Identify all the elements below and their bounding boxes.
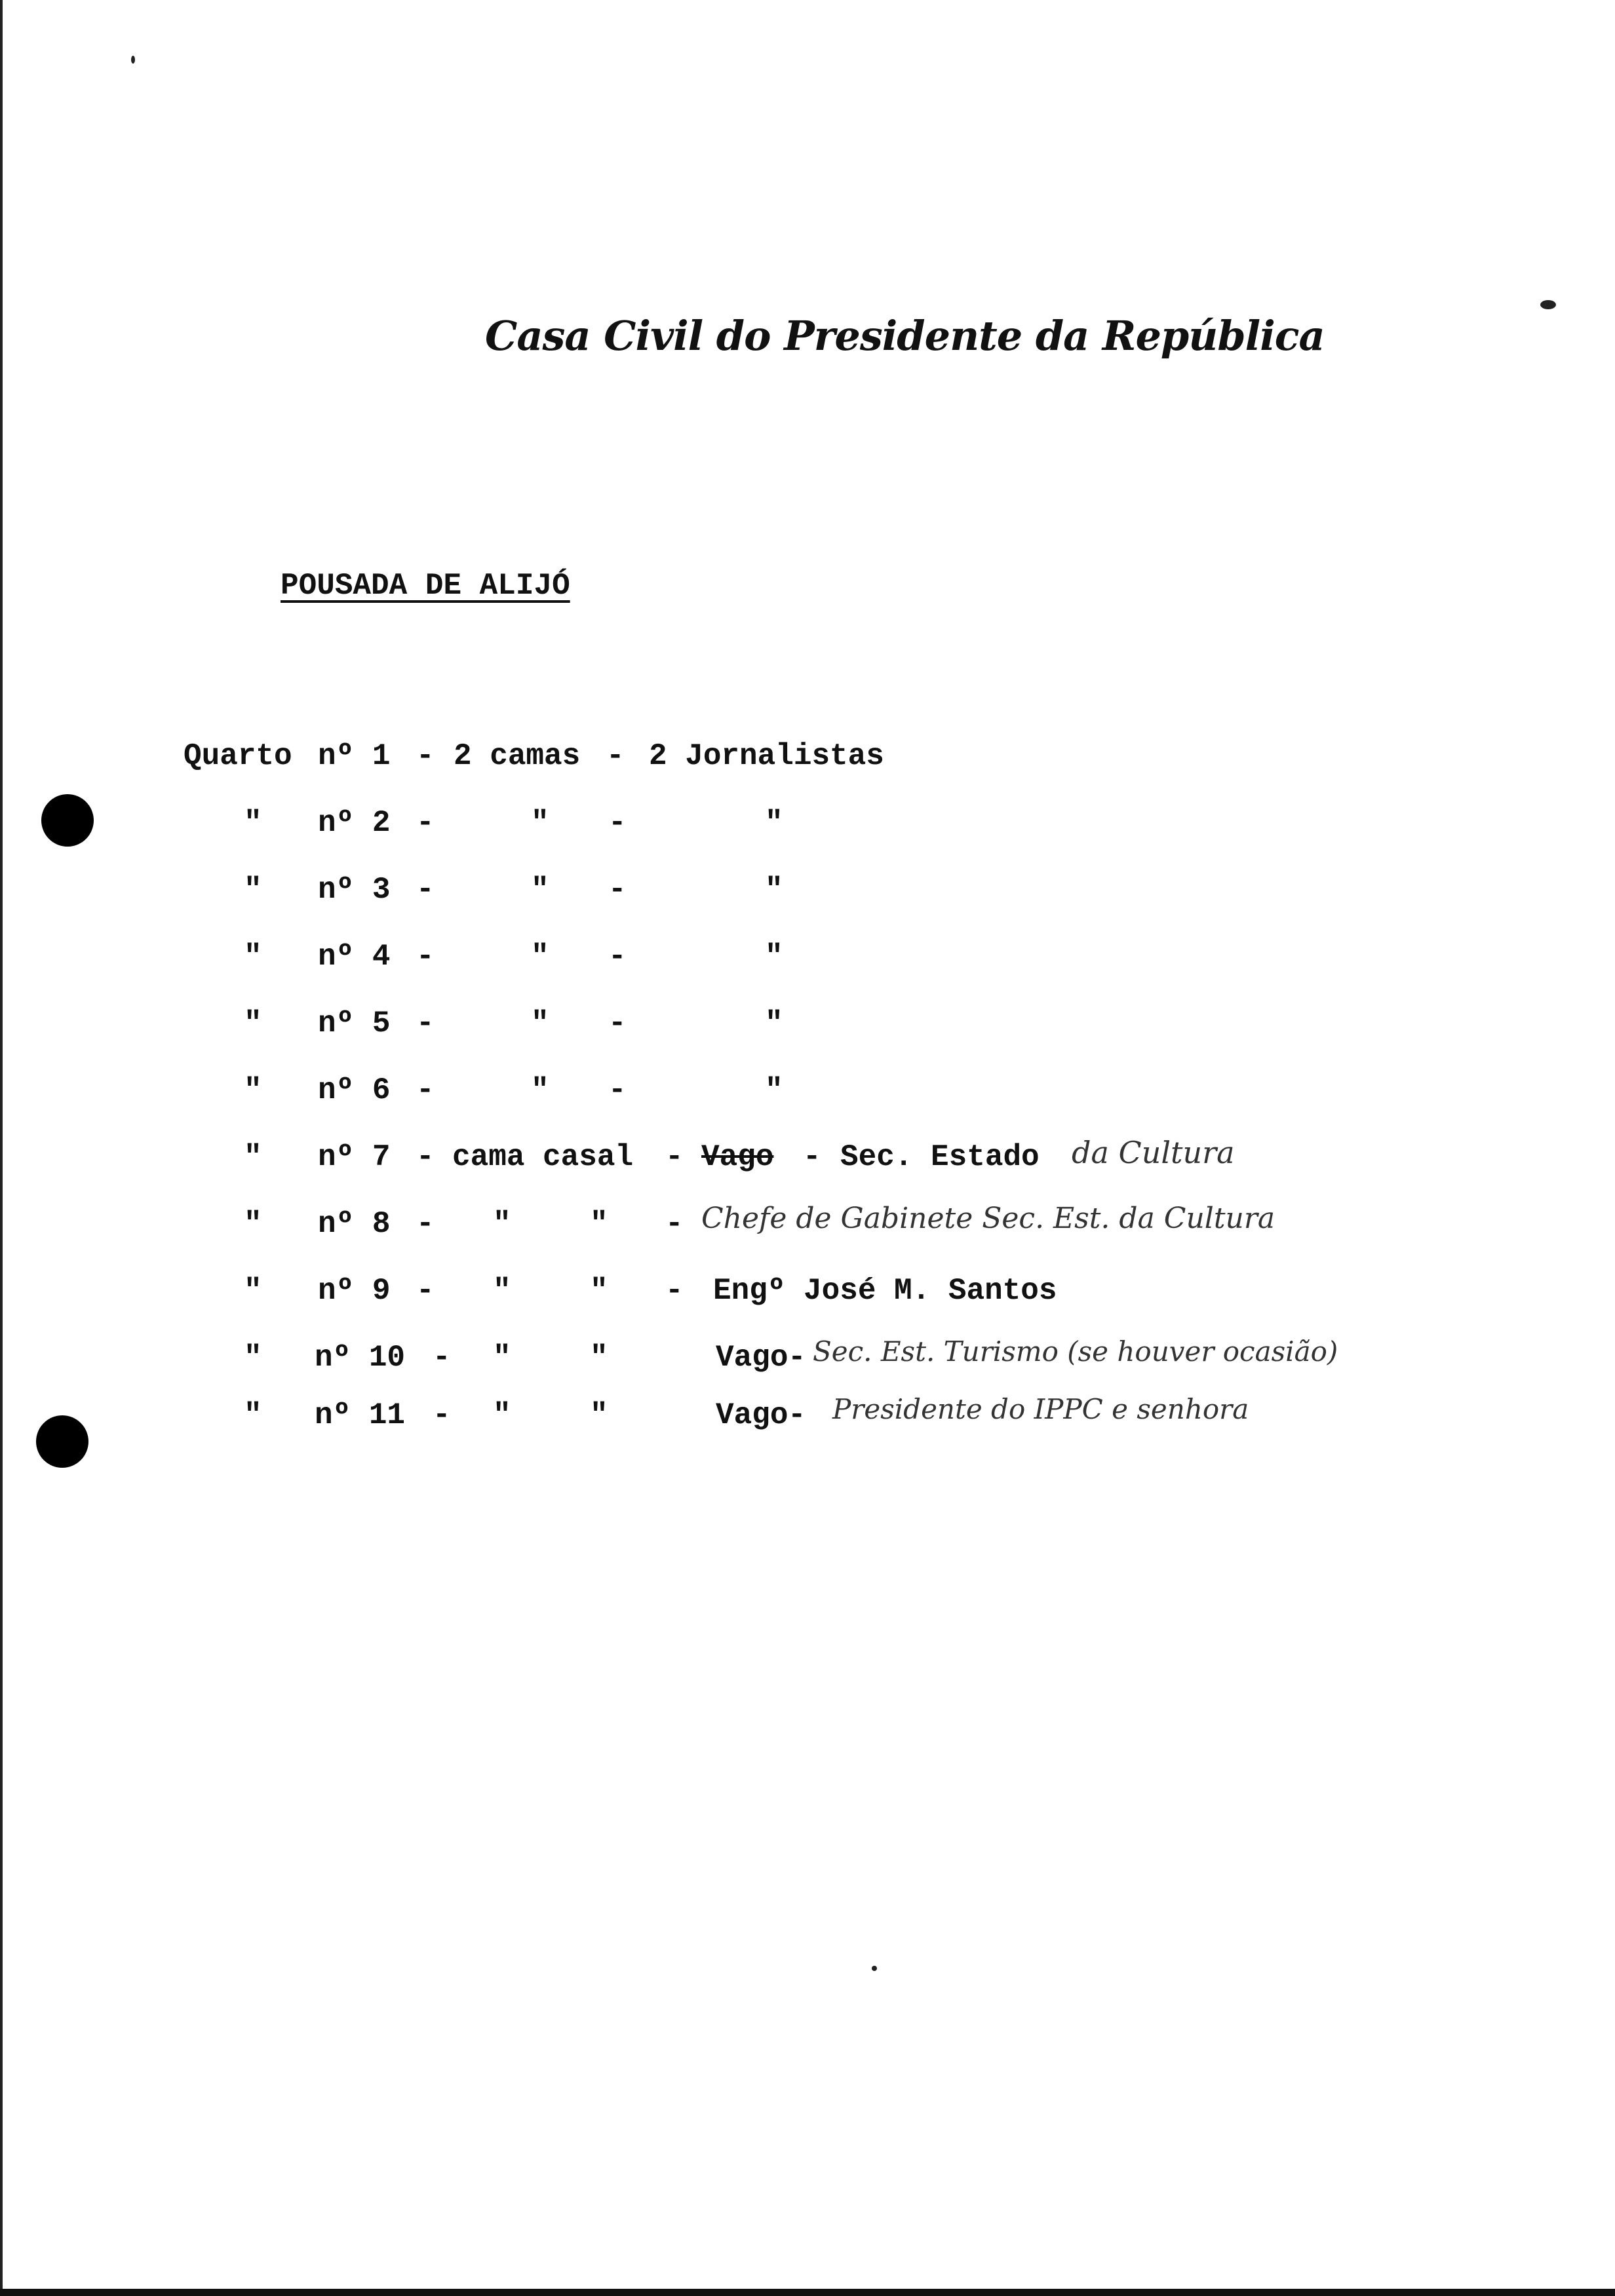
row-label: Quarto xyxy=(184,739,292,773)
room-number: nº 5 xyxy=(318,1006,391,1041)
occupant: Vago xyxy=(716,1341,788,1375)
room-number: nº 6 xyxy=(318,1073,391,1107)
dash: - xyxy=(665,1274,684,1308)
handwritten-note: da Cultura xyxy=(1072,1135,1235,1170)
dash: - xyxy=(608,940,627,974)
ditto-mark: " xyxy=(244,1073,262,1107)
ditto-mark: " xyxy=(493,1341,511,1375)
ditto-mark: " xyxy=(765,1006,783,1041)
ditto-mark: " xyxy=(531,873,549,907)
beds: 2 camas xyxy=(454,739,581,773)
ditto-mark: " xyxy=(765,1073,783,1107)
dash: - xyxy=(608,806,627,840)
ink-speck xyxy=(872,1966,877,1971)
ink-speck xyxy=(1540,300,1556,309)
ink-speck xyxy=(131,56,135,64)
dash: - xyxy=(788,1398,806,1432)
ditto-mark: " xyxy=(765,806,783,840)
room-number: nº 2 xyxy=(318,806,391,840)
letterhead: Casa Civil do Presidente da República xyxy=(485,312,1325,360)
dash: - xyxy=(416,1274,435,1308)
room-number: nº 10 xyxy=(315,1341,406,1375)
handwritten-note: Chefe de Gabinete Sec. Est. da Cultura xyxy=(701,1202,1275,1235)
occupant: 2 Jornalistas xyxy=(649,739,884,773)
page-left-edge xyxy=(0,0,3,2296)
room-number: nº 3 xyxy=(318,873,391,907)
handwritten-note: Sec. Est. Turismo (se houver ocasião) xyxy=(813,1335,1338,1368)
dash: - xyxy=(803,1140,821,1174)
ditto-mark: " xyxy=(493,1398,511,1432)
ditto-mark: " xyxy=(531,806,549,840)
ditto-mark: " xyxy=(590,1341,608,1375)
dash: - xyxy=(608,873,627,907)
room-number: nº 11 xyxy=(315,1398,406,1432)
ditto-mark: " xyxy=(590,1274,608,1308)
dash: - xyxy=(788,1341,806,1375)
ditto-mark: " xyxy=(244,1207,262,1241)
room-number: nº 8 xyxy=(318,1207,391,1241)
handwritten-note: Presidente do IPPC e senhora xyxy=(832,1393,1249,1425)
ditto-mark: " xyxy=(244,940,262,974)
ditto-mark: " xyxy=(493,1207,511,1241)
ditto-mark: " xyxy=(244,1341,262,1375)
dash: - xyxy=(665,1207,684,1241)
ditto-mark: " xyxy=(244,1274,262,1308)
dash: - xyxy=(416,806,435,840)
ditto-mark: " xyxy=(765,873,783,907)
punch-hole-bottom xyxy=(36,1415,88,1468)
ditto-mark: " xyxy=(531,1006,549,1041)
struck-text: Vago xyxy=(701,1140,774,1174)
dash: - xyxy=(416,1207,435,1241)
ditto-mark: " xyxy=(493,1274,511,1308)
dash: - xyxy=(606,739,625,773)
room-number: nº 4 xyxy=(318,940,391,974)
dash: - xyxy=(416,873,435,907)
ditto-mark: " xyxy=(244,806,262,840)
ditto-mark: " xyxy=(765,940,783,974)
document-title: POUSADA DE ALIJÓ xyxy=(281,569,570,603)
dash: - xyxy=(608,1006,627,1041)
room-number: nº 7 xyxy=(318,1140,391,1174)
beds: cama casal xyxy=(452,1140,634,1174)
ditto-mark: " xyxy=(590,1398,608,1432)
dash: - xyxy=(433,1398,451,1432)
dash: - xyxy=(416,1006,435,1041)
room-number: nº 1 xyxy=(318,739,391,773)
dash: - xyxy=(608,1073,627,1107)
dash: - xyxy=(433,1341,451,1375)
punch-hole-top xyxy=(41,794,94,847)
ditto-mark: " xyxy=(531,1073,549,1107)
occupant: Vago xyxy=(716,1398,788,1432)
ditto-mark: " xyxy=(590,1207,608,1241)
dash: - xyxy=(416,739,435,773)
dash: - xyxy=(416,940,435,974)
ditto-mark: " xyxy=(244,1006,262,1041)
ditto-mark: " xyxy=(244,1398,262,1432)
occupant: Sec. Estado xyxy=(840,1140,1040,1174)
occupant: Engº José M. Santos xyxy=(713,1274,1057,1308)
room-number: nº 9 xyxy=(318,1274,391,1308)
dash: - xyxy=(665,1140,684,1174)
ditto-mark: " xyxy=(244,873,262,907)
ditto-mark: " xyxy=(244,1140,262,1174)
dash: - xyxy=(416,1140,435,1174)
dash: - xyxy=(416,1073,435,1107)
ditto-mark: " xyxy=(531,940,549,974)
page-bottom-edge xyxy=(0,2289,1615,2296)
